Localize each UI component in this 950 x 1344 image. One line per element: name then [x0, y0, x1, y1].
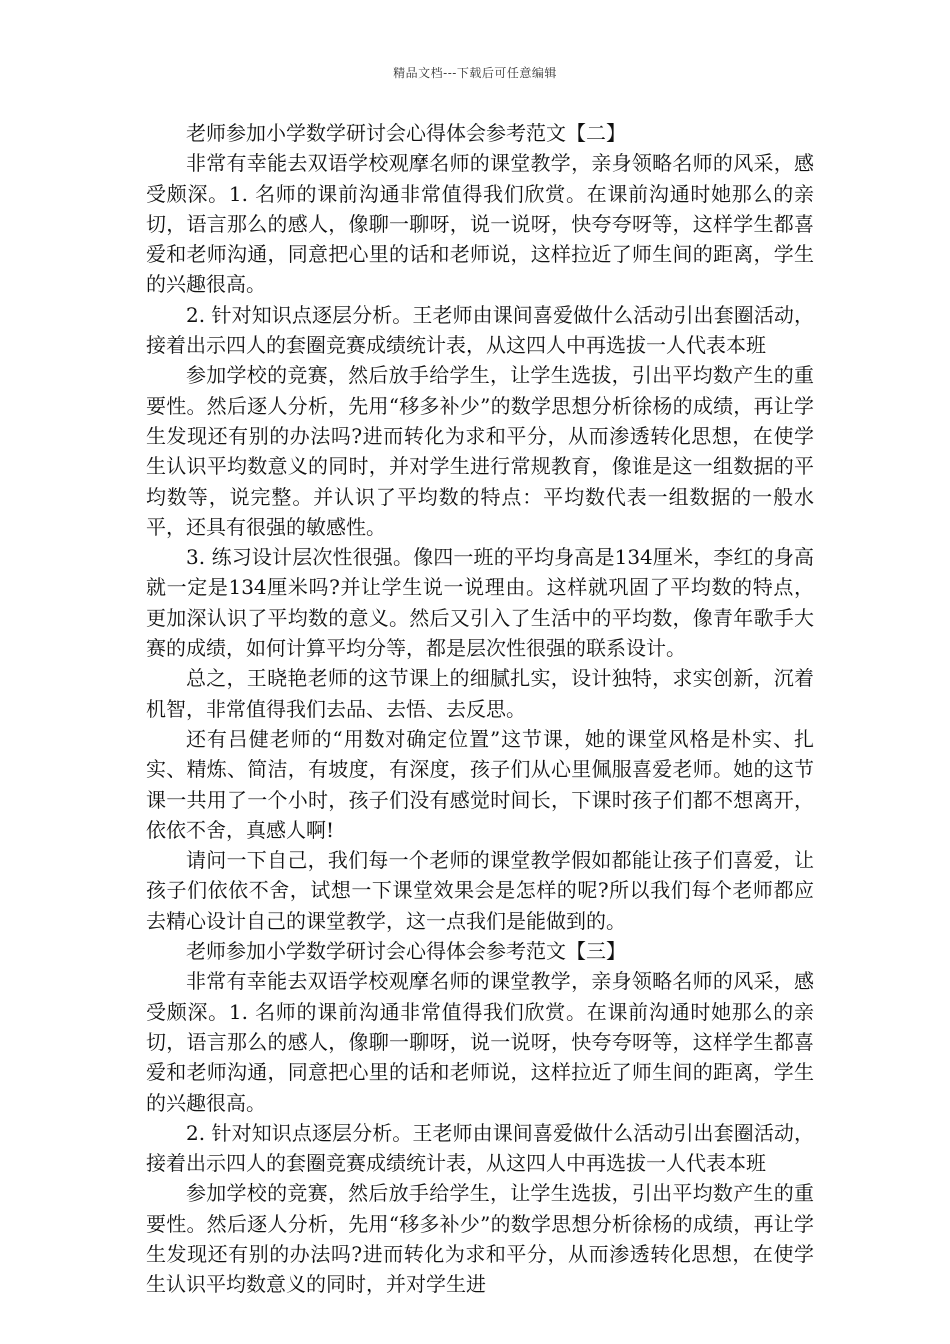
paragraph: 2. 针对知识点逐层分析。王老师由课间喜爱做什么活动引出套圈活动，接着出示四人的套圈竞赛成绩统计表，从这四人中再选拔一人代表本班 — [146, 1120, 814, 1176]
paragraph: 还有吕健老师的“用数对确定位置”这节课，她的课堂风格是朴实、扎实、精炼、简洁，有坡度，有深度，孩子们从心里佩服喜爱老师。她的这节课一共用了一个小时，孩子们没有感觉时间长，下课时孩子们都不想离开，依依不舍，真感人啊! — [146, 726, 814, 842]
page-header-note: 精品文档---下载后可任意编辑 — [393, 66, 557, 80]
paragraph: 2. 针对知识点逐层分析。王老师由课间喜爱做什么活动引出套圈活动，接着出示四人的套圈竞赛成绩统计表，从这四人中再选拔一人代表本班 — [146, 302, 814, 358]
document-body — [146, 118, 814, 1300]
section-title-3: 老师参加小学数学研讨会心得体会参考范文【三】 — [186, 939, 626, 964]
paragraph: 参加学校的竞赛，然后放手给学生，让学生选拔，引出平均数产生的重要性。然后逐人分析，先用“移多补少”的数学思想分析徐杨的成绩，再让学生发现还有别的办法吗?进而转化为求和平分，从而渗透转化思想，在使学生认识平均数意义的同时，并对学生进行常规教育，像谁是这一组数据的平均数等，说完整。并认识了平均数的特点：平均数代表一组数据的一般水平，还具有很强的敏感性。 — [146, 363, 814, 539]
paragraph: 非常有幸能去双语学校观摩名师的课堂教学，亲身领略名师的风采，感受颇深。1. 名师的课前沟通非常值得我们欣赏。在课前沟通时她那么的亲切，语言那么的感人，像聊一聊呀，说一说呀，快夸夸呀等，这样学生都喜爱和老师沟通，同意把心里的话和老师说，这样拉近了师生间的距离，学生的兴趣很高。 — [146, 969, 814, 1115]
section-title-2: 老师参加小学数学研讨会心得体会参考范文【二】 — [186, 121, 626, 145]
paragraph: 3. 练习设计层次性很强。像四一班的平均身高是134厘米，李红的身高就一定是134厘米吗?并让学生说一说理由。这样就巩固了平均数的特点，更加深认识了平均数的意义。然后又引入了生活中的平均数，像青年歌手大赛的成绩，如何计算平均分等，都是层次性很强的联系设计。 — [146, 545, 814, 661]
paragraph: 非常有幸能去双语学校观摩名师的课堂教学，亲身领略名师的风采，感受颇深。1. 名师的课前沟通非常值得我们欣赏。在课前沟通时她那么的亲切，语言那么的感人，像聊一聊呀，说一说呀，快夸夸呀等，这样学生都喜爱和老师沟通，同意把心里的话和老师说，这样拉近了师生间的距离，学生的兴趣很高。 — [146, 151, 814, 297]
paragraph: 总之，王晓艳老师的这节课上的细腻扎实，设计独特，求实创新，沉着机智，非常值得我们去品、去悟、去反思。 — [146, 666, 814, 721]
paragraph: 请问一下自己，我们每一个老师的课堂教学假如都能让孩子们喜爱，让孩子们依依不舍，试想一下课堂效果会是怎样的呢?所以我们每个老师都应去精心设计自己的课堂教学，这一点我们是能做到的。 — [146, 848, 814, 933]
paragraph: 参加学校的竞赛，然后放手给学生，让学生选拔，引出平均数产生的重要性。然后逐人分析，先用“移多补少”的数学思想分析徐杨的成绩，再让学生发现还有别的办法吗?进而转化为求和平分，从而渗透转化思想，在使学生认识平均数意义的同时，并对学生进 — [146, 1181, 814, 1297]
